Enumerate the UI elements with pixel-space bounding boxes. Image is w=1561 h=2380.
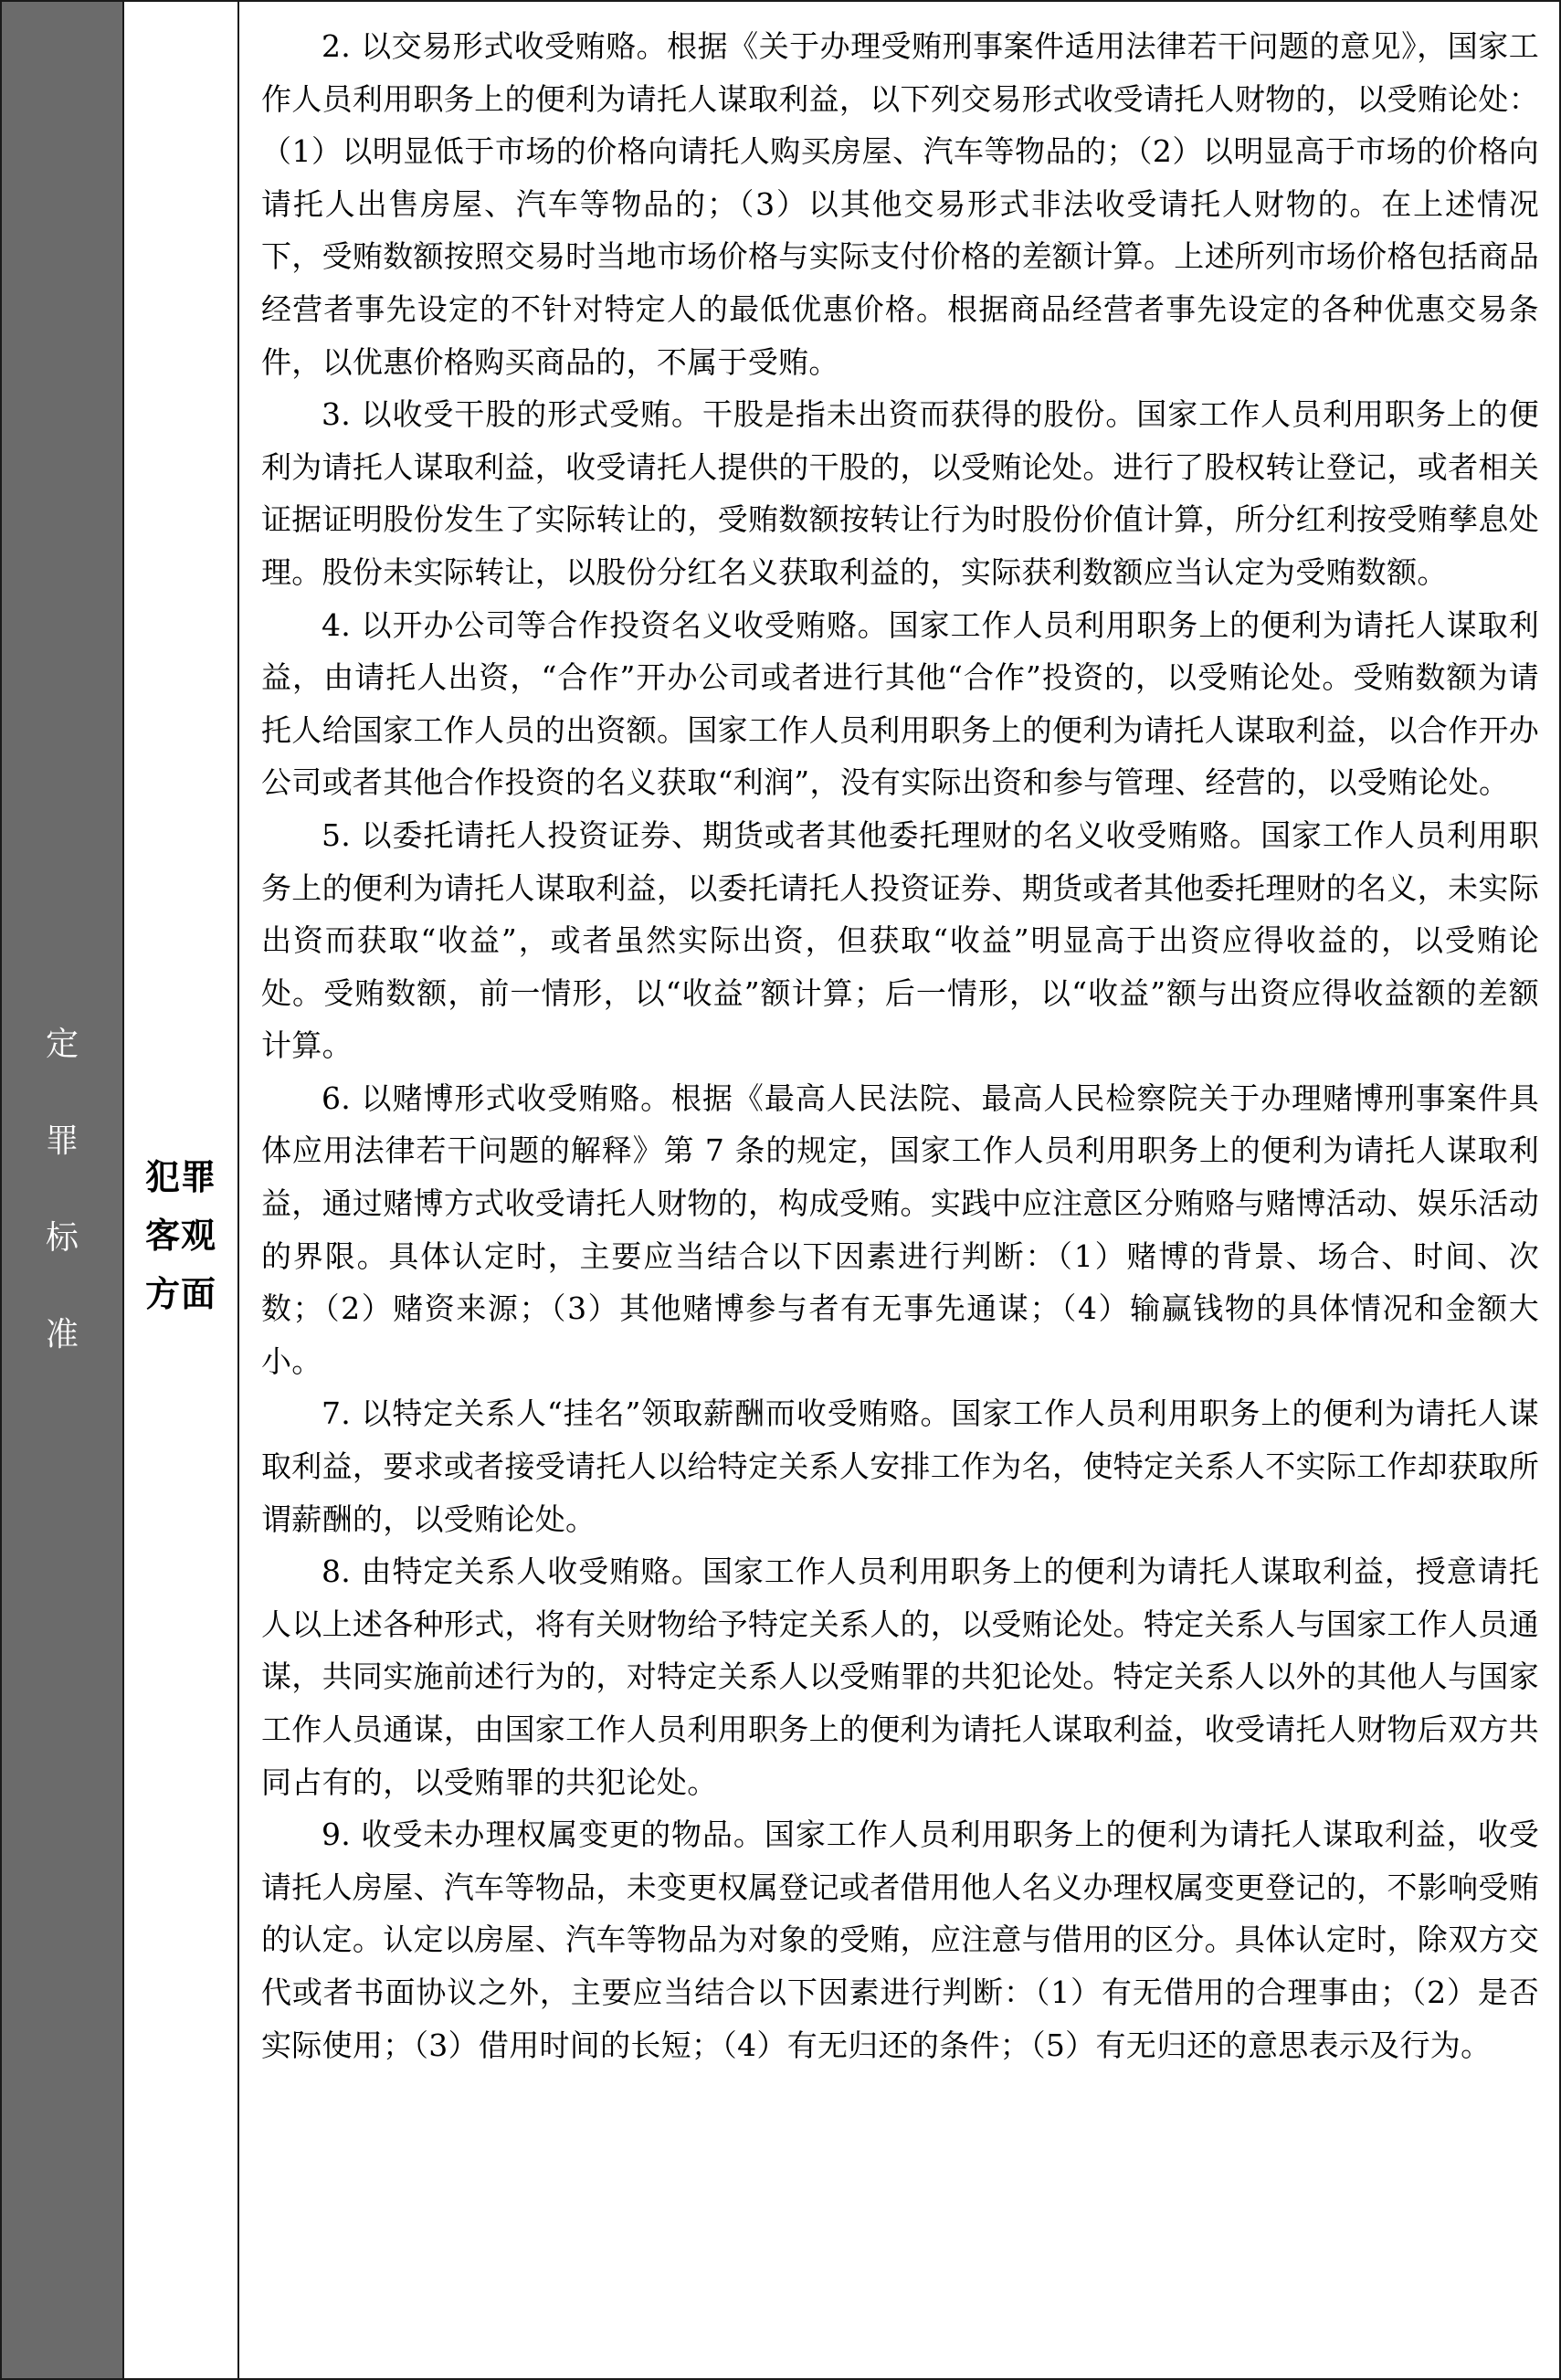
content-paragraph: 4. 以开办公司等合作投资名义收受贿赂。国家工作人员利用职务上的便利为请托人谋取利益，由请托人出资，“合作”开办公司或者进行其他“合作”投资的，以受贿论处。受贿数额为请托人给国家工作人员的出资额。国家工作人员利用职务上的便利为请托人谋取利益，以合作开办公司或者其他合作投资的名义获取“利润”，没有实际出资和参与管理、经营的，以受贿论处。	[261, 606, 1539, 801]
subcategory-column	[124, 2, 239, 2378]
content-paragraph: 7. 以特定关系人“挂名”领取薪酬而收受贿赂。国家工作人员利用职务上的便利为请托人谋取利益，要求或者接受请托人以给特定关系人安排工作为名，使特定关系人不实际工作却获取所谓薪酬的，以受贿论处。	[261, 1395, 1539, 1537]
category-char: 准	[45, 1316, 79, 1353]
content-paragraph: 3. 以收受干股的形式受贿。干股是指未出资而获得的股份。国家工作人员利用职务上的便利为请托人谋取利益，收受请托人提供的干股的，以受贿论处。进行了股权转让登记，或者相关证据证明股份发生了实际转让的，受贿数额按转让行为时股份价值计算，所分红利按受贿孳息处理。股份未实际转让，以股份分红名义获取利益的，实际获利数额应当认定为受贿数额。	[261, 396, 1539, 590]
content-paragraph: 6. 以赌博形式收受贿赂。根据《最高人民法院、最高人民检察院关于办理赌博刑事案件具体应用法律若干问题的解释》第 7 条的规定，国家工作人员利用职务上的便利为请托人谋取利益，通过赌博方式收受请托人财物的，构成受贿。实践中应注意区分贿赂与赌博活动、娱乐活动的界限。具体认定时，主要应当结合以下因素进行判断：（1）赌博的背景、场合、时间、次数；（2）赌资来源；（3）其他赌博参与者有无事先通谋；（4）输赢钱物的具体情况和金额大小。	[261, 1079, 1539, 1379]
category-char: 标	[45, 1219, 79, 1257]
content-paragraph: 2. 以交易形式收受贿赂。根据《关于办理受贿刑事案件适用法律若干问题的意见》，国家工作人员利用职务上的便利为请托人谋取利益，以下列交易形式收受请托人财物的，以受贿论处：（1）以明显低于市场的价格向请托人购买房屋、汽车等物品的；（2）以明显高于市场的价格向请托人出售房屋、汽车等物品的；（3）以其他交易形式非法收受请托人财物的。在上述情况下，受贿数额按照交易时当地市场价格与实际支付价格的差额计算。上述所列市场价格包括商品经营者事先设定的不针对特定人的最低优惠价格。根据商品经营者事先设定的各种优惠交易条件，以优惠价格购买商品的，不属于受贿。	[261, 28, 1539, 380]
subcategory-label: 犯罪客观方面	[144, 1157, 216, 1314]
content-paragraph: 5. 以委托请托人投资证券、期货或者其他委托理财的名义收受贿赂。国家工作人员利用职务上的便利为请托人谋取利益，以委托请托人投资证券、期货或者其他委托理财的名义，未实际出资而获取“收益”，或者虽然实际出资，但获取“收益”明显高于出资应得收益的，以受贿论处。受贿数额，前一情形，以“收益”额计算；后一情形，以“收益”额与出资应得收益额的差额计算。	[261, 816, 1539, 1064]
content-paragraph: 8. 由特定关系人收受贿赂。国家工作人员利用职务上的便利为请托人谋取利益，授意请托人以上述各种形式，将有关财物给予特定关系人的，以受贿论处。特定关系人与国家工作人员通谋，共同实施前述行为的，对特定关系人以受贿罪的共犯论处。特定关系人以外的其他人与国家工作人员通谋，由国家工作人员利用职务上的便利为请托人谋取利益，收受请托人财物后双方共同占有的，以受贿罪的共犯论处。	[261, 1553, 1539, 1800]
category-char: 罪	[45, 1122, 79, 1160]
content-paragraph: 9. 收受未办理权属变更的物品。国家工作人员利用职务上的便利为请托人谋取利益，收受请托人房屋、汽车等物品，未变更权属登记或者借用他人名义办理权属变更登记的，不影响受贿的认定。认定以房屋、汽车等物品为对象的受贿，应注意与借用的区分。具体认定时，除双方交代或者书面协议之外，主要应当结合以下因素进行判断：（1）有无借用的合理事由；（2）是否实际使用；（3）借用时间的长短；（4）有无归还的条件；（5）有无归还的意思表示及行为。	[261, 1817, 1540, 2063]
content-column	[239, 2, 1559, 2378]
category-label	[46, 996, 79, 1384]
category-char: 定	[45, 1026, 79, 1063]
category-column	[2, 2, 124, 2378]
